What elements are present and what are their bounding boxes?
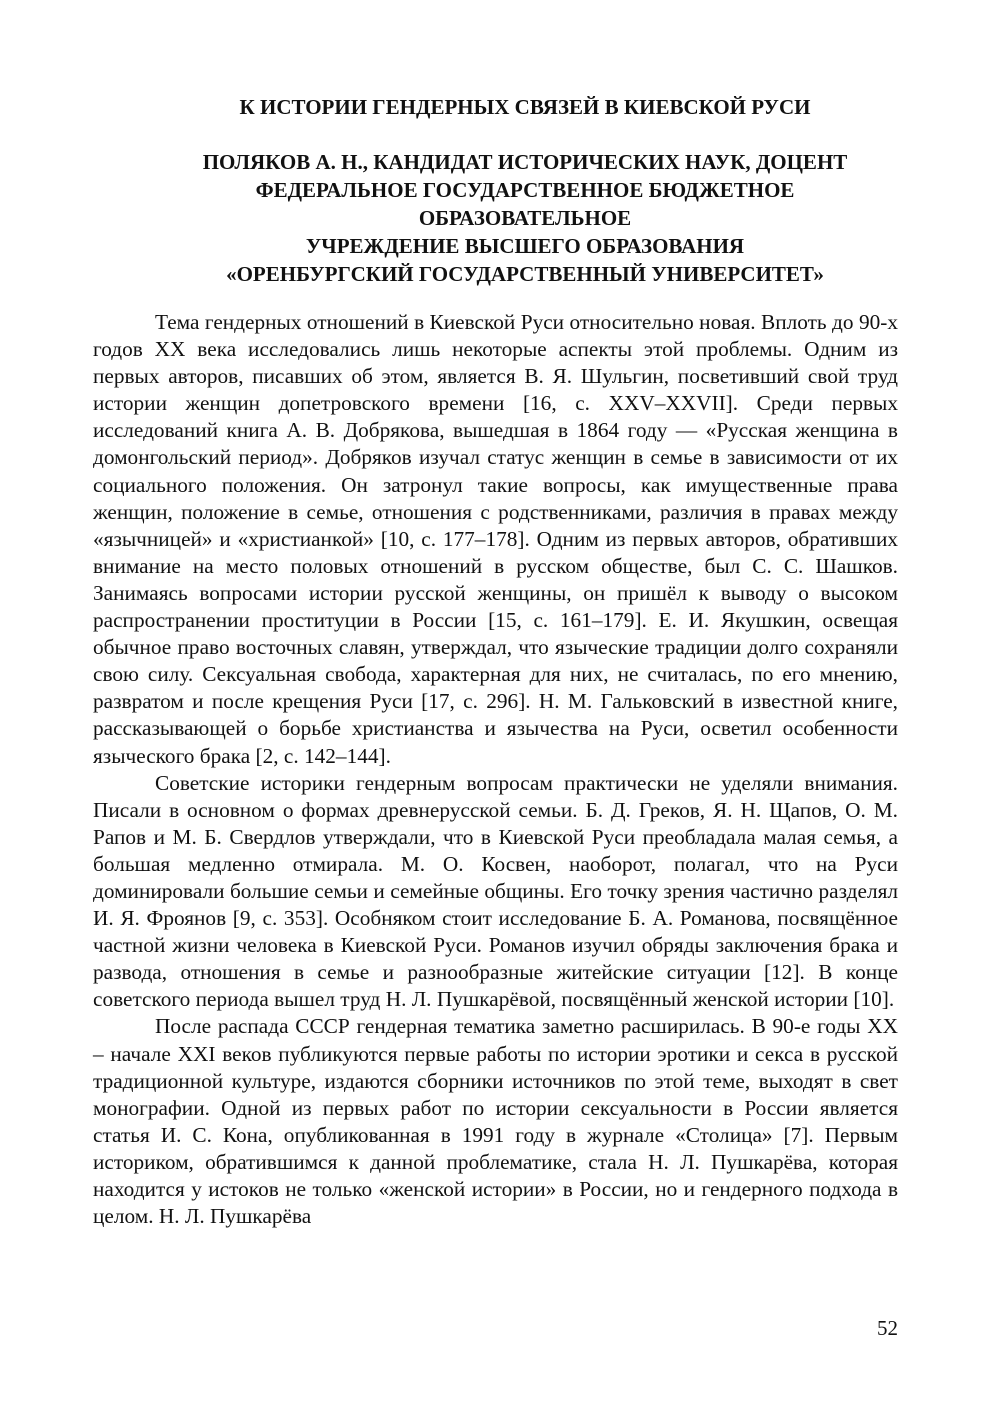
body-paragraph: Тема гендерных отношений в Киевской Руси относительно новая. Вплоть до 90-х годов XX века исследовались лишь некоторые аспекты этой проблемы. Одним из первых авторов, писавших об этом, является В. Я. Шульгин, посветивший свой труд истории женщин допетровского времени [16, с. XXV–XXVII]. Среди первых исследований книга А. В. Добрякова, вышедшая в 1864 году — «Русская женщина в домонгольский период». Добряков изучал статус женщин в семье в зависимости от их социального положения. Он затронул такие вопросы, как имущественные права женщин, положение в семье, отношения с родственниками, различия в правах между «язычницей» и «христианкой» [10, с. 177–178]. Одним из первых авторов, обративших внимание на место половых отношений в русском обществе, был С. С. Шашков. Занимаясь вопросами истории русской женщины, он пришёл к выводу о высоком распространении проституции в России [15, с. 161–179]. Е. И. Якушкин, освещая обычное право восточных славян, утверждал, что языческие традиции долго сохраняли свою силу. Сексуальная свобода, характерная для них, не считалась, по его мнению, развратом и после крещения Руси [17, с. 296]. Н. М. Гальковский в известной книге, рассказывающей о борьбе христианства и язычества на Руси, осветил особенности языческого брака [2, с. 142–144]. [93, 310, 898, 768]
affiliation-line: ФЕДЕРАЛЬНОЕ ГОСУДАРСТВЕННОЕ БЮДЖЕТНОЕ [255, 178, 795, 202]
affiliation-line: «ОРЕНБУРГСКИЙ ГОСУДАРСТВЕННЫЙ УНИВЕРСИТЕТ» [226, 262, 824, 286]
author-line: ПОЛЯКОВ А. Н., КАНДИДАТ ИСТОРИЧЕСКИХ НАУК, ДОЦЕНТ [202, 150, 848, 174]
author-affiliation [100, 148, 950, 288]
article-body [93, 309, 898, 1230]
affiliation-line: УЧРЕЖДЕНИЕ ВЫСШЕГО ОБРАЗОВАНИЯ [305, 234, 745, 258]
affiliation-line: ОБРАЗОВАТЕЛЬНОЕ [418, 206, 632, 230]
page-number: 52 [877, 1316, 898, 1340]
body-paragraph: После распада СССР гендерная тематика заметно расширилась. В 90-е годы XX – начале XXI веков публикуются первые работы по истории эротики и секса в русской традиционной культуре, издаются сборники источников по этой теме, выходят в свет монографии. Одной из первых работ по истории сексуальности в России является статья И. С. Кона, опубликованная в 1991 году в журнале «Столица» [7]. Первым историком, обратившимся к данной проблематике, стала Н. Л. Пушкарёва, которая находится у истоков не только «женской истории» в России, но и гендерного подхода в целом. Н. Л. Пушкарёва [93, 1014, 898, 1229]
body-paragraph: Советские историки гендерным вопросам практически не уделяли внимания. Писали в основном о формах древнерусской семьи. Б. Д. Греков, Я. Н. Щапов, О. М. Рапов и М. Б. Свердлов утверждали, что в Киевской Руси преобладала малая семья, а большая медленно отмирала. М. О. Косвен, наоборот, полагал, что на Руси доминировали большие семьи и семейные общины. Его точку зрения частично разделял И. Я. Фроянов [9, с. 353]. Особняком стоит исследование Б. А. Романова, посвящённое частной жизни человека в Киевской Руси. Романов изучил обряды заключения брака и развода, отношения в семье и разнообразные житейские ситуации [12]. В конце советского периода вышел труд Н. Л. Пушкарёвой, посвящённый женской истории [10]. [93, 770, 898, 1012]
article-title: К ИСТОРИИ ГЕНДЕРНЫХ СВЯЗЕЙ В КИЕВСКОЙ РУСИ [239, 95, 811, 119]
